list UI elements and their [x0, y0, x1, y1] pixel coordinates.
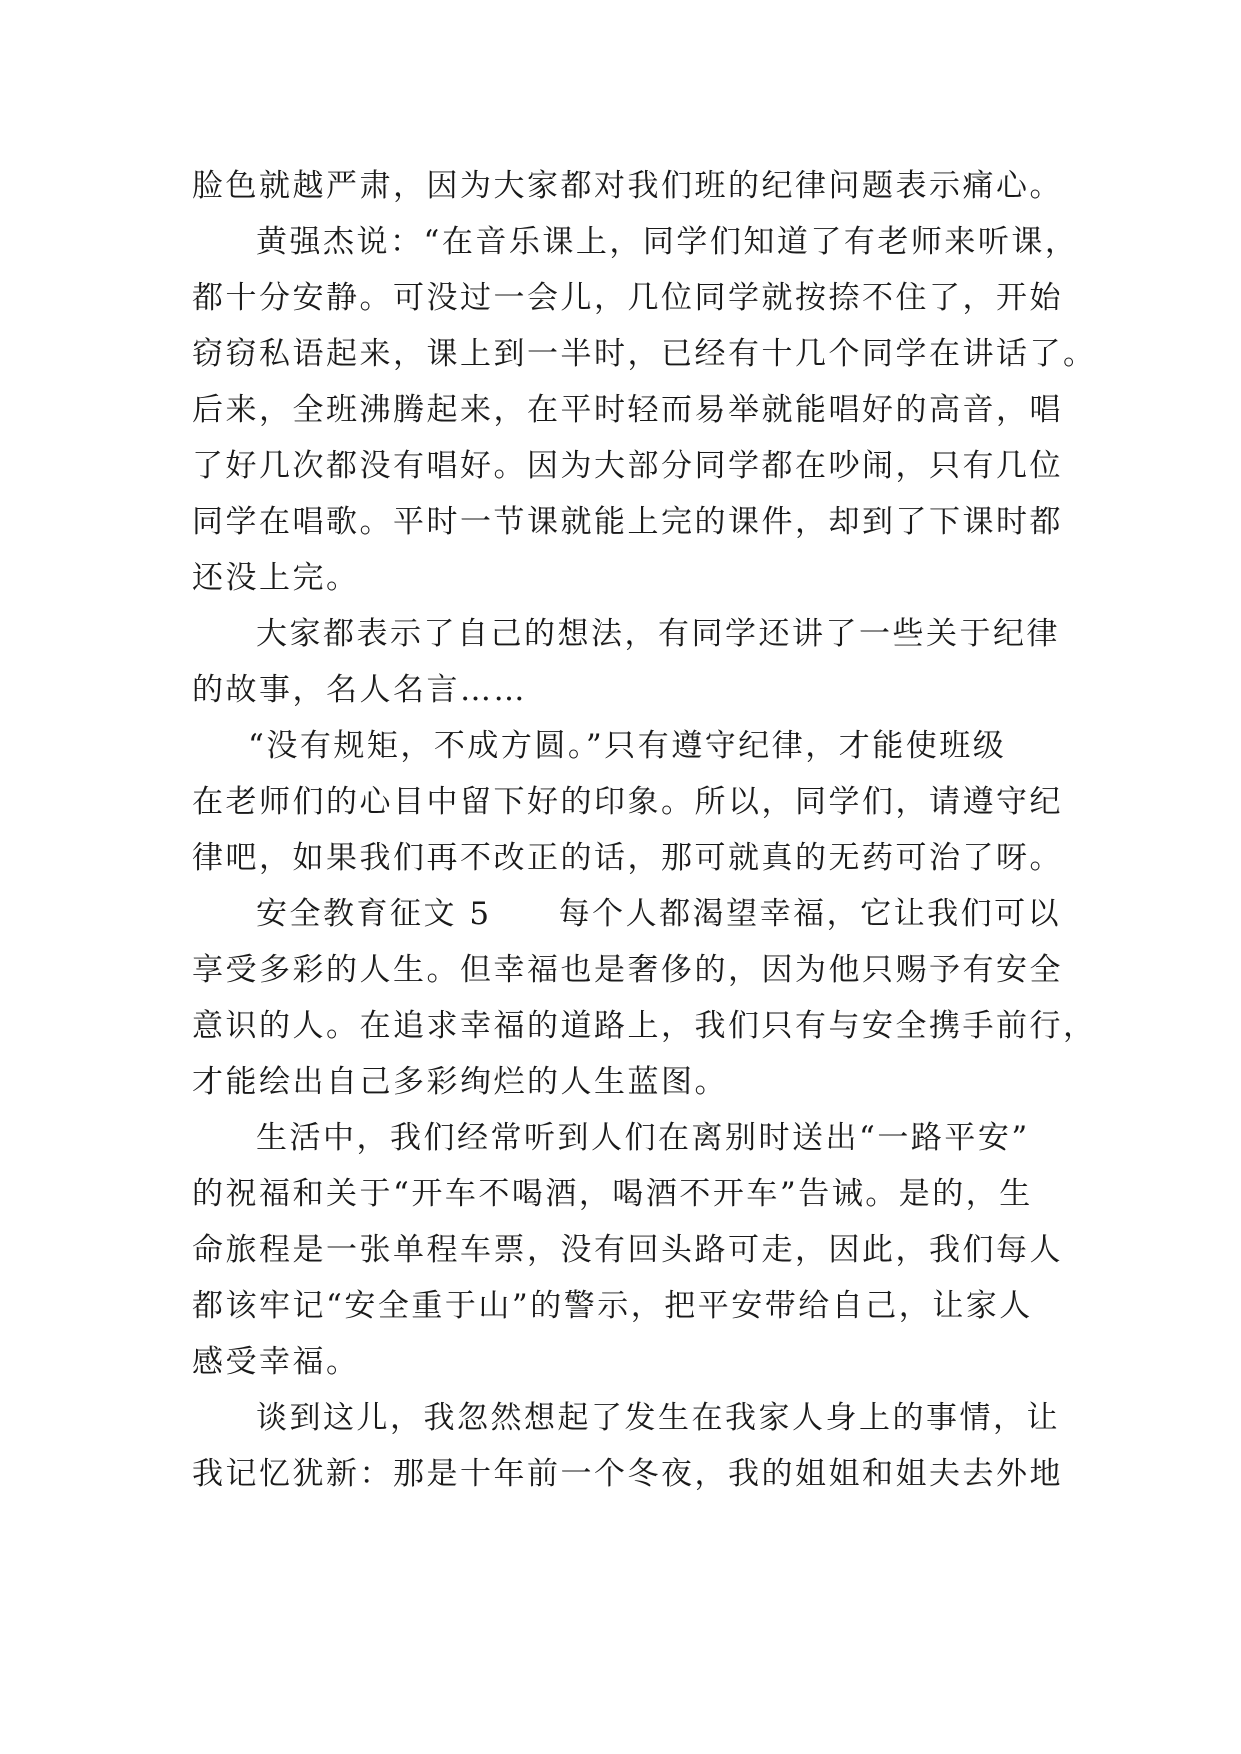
- text-line: 都十分安静。可没过一会儿，几位同学就按捺不住了，开始: [192, 280, 1063, 316]
- text-line: 享受多彩的人生。但幸福也是奢侈的，因为他只赐予有安全: [192, 952, 1063, 988]
- section-heading-line: 安全教育征文 5 每个人都渴望幸福，它让我们可以: [256, 896, 1062, 932]
- text-line: “没有规矩，不成方圆。”只有遵守纪律，才能使班级: [248, 728, 1007, 764]
- text-line: 生活中，我们经常听到人们在离别时送出“一路平安”: [256, 1120, 1030, 1156]
- text-line: 窃窃私语起来，课上到一半时，已经有十几个同学在讲话了。: [192, 336, 1097, 372]
- text-line: 才能绘出自己多彩绚烂的人生蓝图。: [192, 1064, 728, 1100]
- text-line: 在老师们的心目中留下好的印象。所以，同学们，请遵守纪: [192, 784, 1063, 820]
- text-line: 都该牢记“安全重于山”的警示，把平安带给自己，让家人: [192, 1288, 1033, 1324]
- body-text: [192, 158, 1097, 1502]
- text-line: 命旅程是一张单程车票，没有回头路可走，因此，我们每人: [192, 1232, 1063, 1268]
- text-line: 黄强杰说：“在音乐课上，同学们知道了有老师来听课，: [256, 224, 1079, 260]
- text-line: 脸色就越严肃，因为大家都对我们班的纪律问题表示痛心。: [192, 168, 1063, 204]
- text-line: 还没上完。: [192, 560, 360, 596]
- text-line: 大家都表示了自己的想法，有同学还讲了一些关于纪律: [256, 616, 1060, 652]
- text-line: 律吧，如果我们再不改正的话，那可就真的无药可治了呀。: [192, 840, 1063, 876]
- text-line: 后来，全班沸腾起来，在平时轻而易举就能唱好的高音，唱: [192, 392, 1063, 428]
- text-line: 的祝福和关于“开车不喝酒，喝酒不开车”告诫。是的，生: [192, 1176, 1033, 1212]
- text-line: 同学在唱歌。平时一节课就能上完的课件，却到了下课时都: [192, 504, 1063, 540]
- text-line: 我记忆犹新：那是十年前一个冬夜，我的姐姐和姐夫去外地: [192, 1456, 1063, 1492]
- text-line: 感受幸福。: [192, 1344, 360, 1380]
- text-line: 了好几次都没有唱好。因为大部分同学都在吵闹，只有几位: [192, 448, 1063, 484]
- text-line: 的故事，名人名言……: [192, 672, 527, 708]
- text-line: 谈到这儿，我忽然想起了发生在我家人身上的事情，让: [256, 1400, 1060, 1436]
- text-line: 意识的人。在追求幸福的道路上，我们只有与安全携手前行，: [192, 1008, 1097, 1044]
